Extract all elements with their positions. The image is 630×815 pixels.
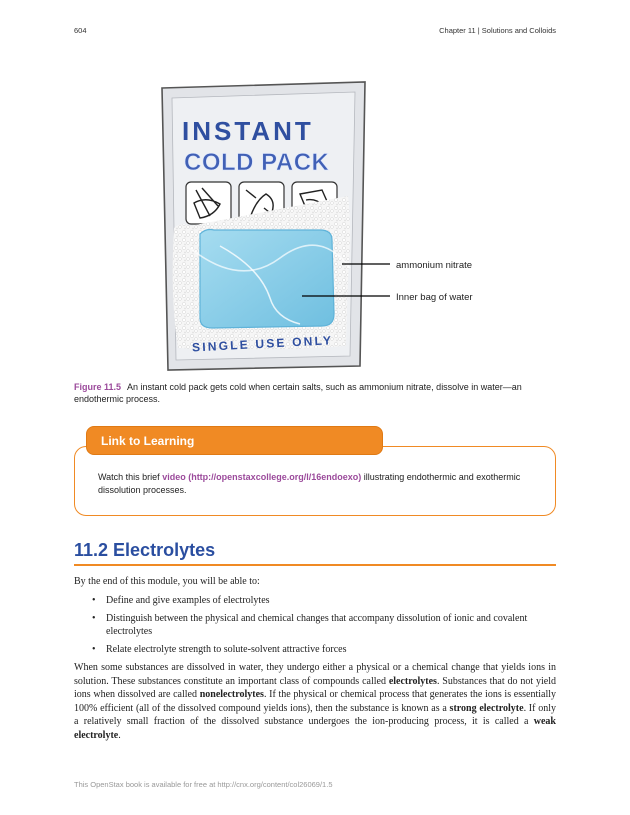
term-strong-electrolyte: strong electrolyte [449, 702, 524, 714]
chapter-title: Chapter 11 | Solutions and Colloids [439, 26, 556, 35]
pack-single-use: SINGLE USE ONLY [191, 333, 334, 355]
cold-pack-figure [150, 78, 490, 376]
inner-water-bag [200, 230, 334, 329]
objectives-intro: By the end of this module, you will be able to: [74, 576, 260, 587]
term-nonelectrolytes: nonelectrolytes [199, 689, 264, 700]
video-link[interactable]: video (http://openstaxcollege.org/l/16endoexo) [162, 472, 362, 482]
label-inner-bag-of-water: Inner bag of water [396, 292, 473, 303]
link-to-learning-tab [86, 426, 383, 455]
figure-caption [74, 381, 556, 405]
figure-number: Figure 11.5 [74, 382, 122, 392]
section-title: 11.2 Electrolytes [74, 540, 216, 560]
objective-item: • Distinguish between the physical and chemical changes that accompany dissolution of ionic and covalent electrolytes [88, 612, 556, 638]
link-to-learning-title: Link to Learning [101, 434, 195, 448]
objective-item: • Relate electrolyte strength to solute-solvent attractive forces [88, 643, 556, 656]
squeeze-icon-box [186, 182, 231, 224]
term-electrolytes: electrolytes [388, 675, 437, 687]
figure-caption-text: An instant cold pack gets cold when certain salts, such as ammonium nitrate, dissolve in water—an endothermic process. [74, 382, 522, 404]
page-footer: This OpenStax book is available for free at http://cnx.org/content/col26069/1.5 [74, 780, 333, 789]
page-header [74, 26, 556, 36]
learning-objectives-list [88, 594, 556, 661]
term-weak-electrolyte: weak electrolyte [74, 716, 556, 741]
objective-item: • Define and give examples of electrolytes [88, 594, 556, 607]
section-divider [74, 564, 556, 566]
pack-title-cold-pack: COLD PACK [184, 149, 330, 176]
label-ammonium-nitrate: ammonium nitrate [396, 260, 473, 271]
link-to-learning-text: Watch this brief video (http://openstaxcollege.org/l/16endoexo) illustrating endothermic and exothermic dissolution processes. [98, 472, 521, 495]
body-paragraph: When some substances are dissolved in water, they undergo either a physical or a chemical change that yields ions in solution. These substances constitute an important class of compounds called electrolytes. Substances that do not yield ions when dissolved are called nonelectrolytes. If the physical or chemical process that generates the ions is essentially 100% efficient (all of the dissolved compound yields ions), then the substance is known as a strong electrolyte. If only a relatively small fraction of the dissolved substance undergoes the ion-producing process, it is called a weak electrolyte. [74, 662, 556, 741]
pack-title-instant: INSTANT [182, 116, 314, 146]
page-number: 604 [74, 26, 87, 35]
